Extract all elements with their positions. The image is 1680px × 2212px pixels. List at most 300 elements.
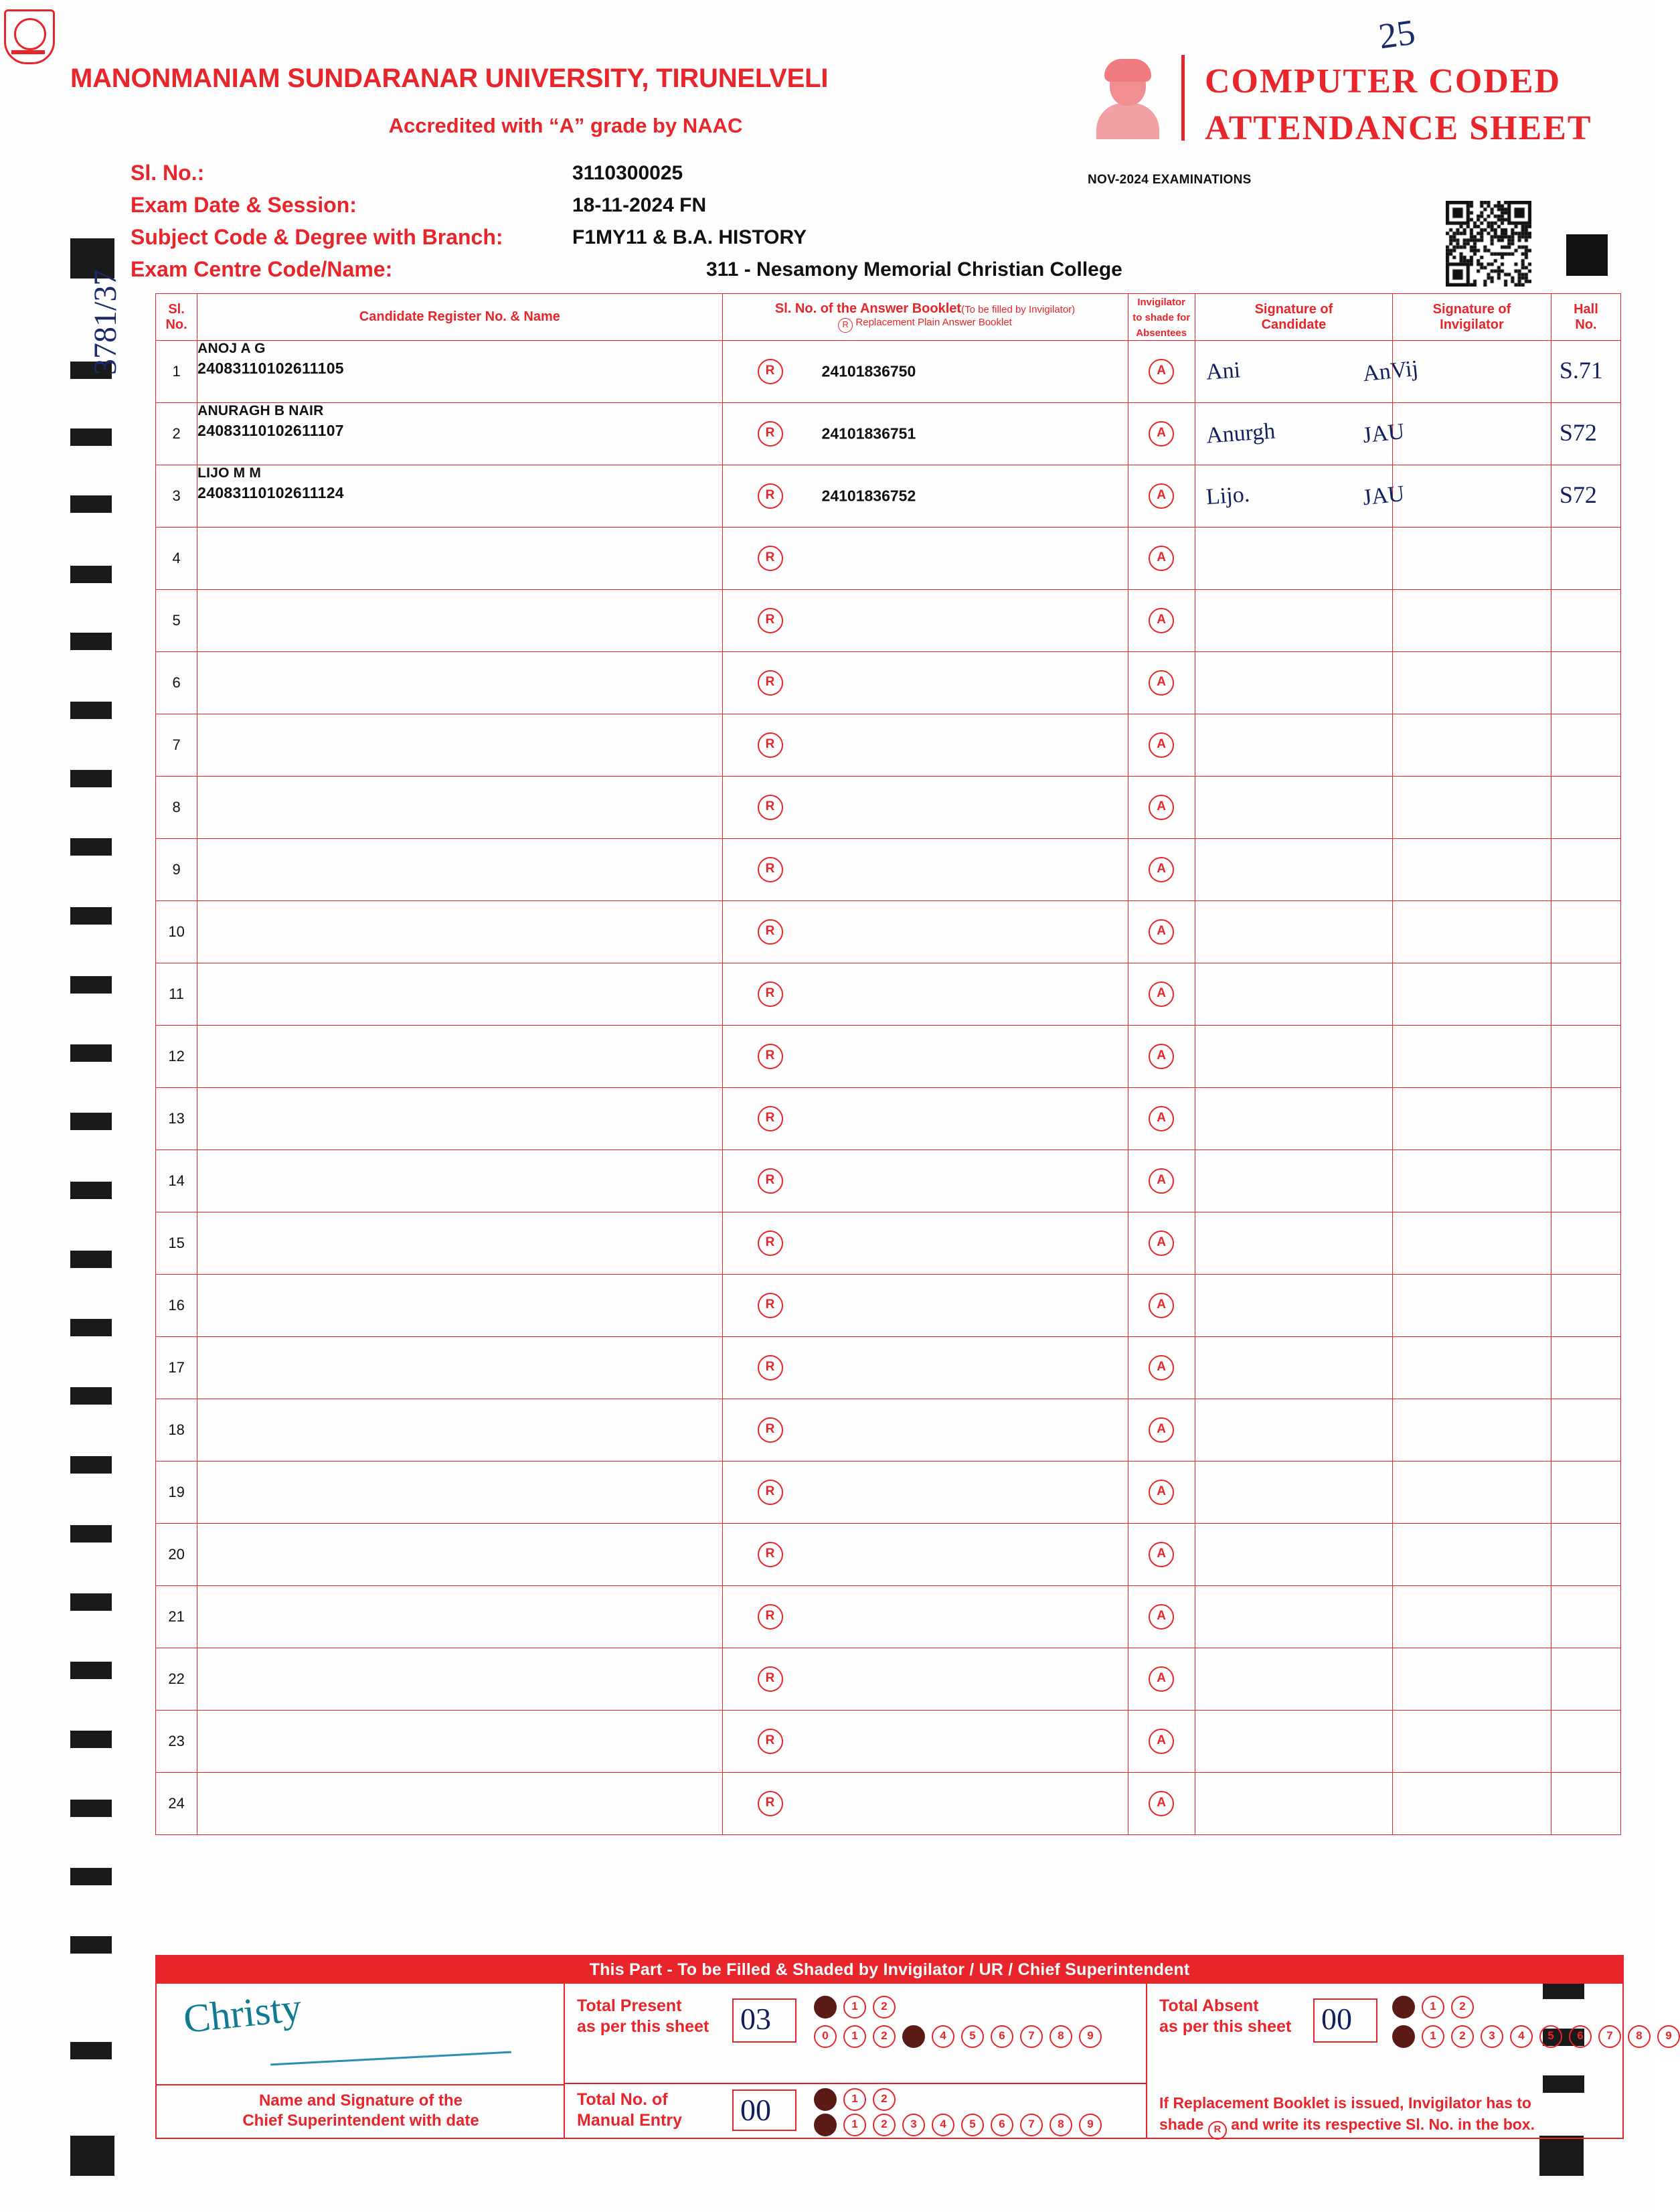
cell-signature-candidate[interactable]: [1195, 465, 1406, 528]
cell-signature-invigilator[interactable]: [1393, 1773, 1551, 1835]
table-row: [156, 1524, 1621, 1586]
cell-booklet[interactable]: [722, 901, 1128, 963]
cell-signature-invigilator[interactable]: [1393, 1462, 1551, 1524]
cell-signature-invigilator[interactable]: [1393, 1648, 1551, 1711]
replacement-bubble[interactable]: R: [758, 1542, 783, 1567]
cell-absent-shade[interactable]: [1128, 652, 1195, 714]
digit-bubble-6[interactable]: 6: [991, 2025, 1013, 2048]
cell-candidate: [197, 403, 722, 465]
replacement-icon: R: [838, 318, 853, 333]
cell-signature-invigilator[interactable]: [1393, 590, 1551, 652]
replacement-bubble[interactable]: R: [758, 1106, 783, 1131]
cell-absent-shade[interactable]: [1128, 714, 1195, 777]
digit-bubble-5[interactable]: 5: [961, 2025, 984, 2048]
cell-hall-no[interactable]: [1551, 963, 1620, 1026]
timing-mark: [70, 1251, 112, 1268]
cell-hall-no[interactable]: [1551, 777, 1620, 839]
digit-bubble-2[interactable]: 2: [873, 2114, 896, 2136]
replacement-bubble[interactable]: R: [758, 1604, 783, 1630]
cell-candidate: [197, 1275, 722, 1337]
table-row: [156, 1648, 1621, 1711]
table-row: [156, 403, 1621, 465]
cell-signature-invigilator[interactable]: [1393, 1275, 1551, 1337]
cell-booklet[interactable]: [722, 839, 1128, 901]
cell-signature-invigilator[interactable]: [1393, 963, 1551, 1026]
header-signature-candidate: Signature of Candidate: [1195, 294, 1392, 341]
cell-booklet[interactable]: [722, 465, 1128, 528]
cell-signature-candidate[interactable]: [1195, 1586, 1392, 1648]
replacement-bubble[interactable]: R: [758, 1666, 783, 1692]
absent-bubble[interactable]: A: [1149, 1293, 1174, 1318]
cell-hall-no[interactable]: [1551, 590, 1620, 652]
cell-booklet[interactable]: [722, 341, 1128, 403]
cell-absent-shade[interactable]: [1128, 1337, 1195, 1399]
digit-bubble-1[interactable]: 1: [1422, 1996, 1444, 2019]
table-row: [156, 963, 1621, 1026]
cell-booklet[interactable]: [722, 403, 1128, 465]
cell-booklet[interactable]: [722, 1275, 1128, 1337]
replacement-note-text: If Replacement Booklet is issued, Invigilator has to shade R and write its respective Sl. No. in the box.: [1159, 2092, 1535, 2140]
cell-hall-no[interactable]: [1551, 1773, 1620, 1835]
timing-mark: [70, 1800, 112, 1817]
cell-hall-no[interactable]: [1551, 1462, 1620, 1524]
total-present-value: 03: [740, 2002, 771, 2036]
present-units-bubbles[interactable]: [814, 2025, 1102, 2048]
cell-booklet[interactable]: [722, 963, 1128, 1026]
digit-bubble-4[interactable]: 4: [1510, 2025, 1533, 2048]
table-row: [156, 1586, 1621, 1648]
cell-absent-shade[interactable]: [1128, 1275, 1195, 1337]
cell-signature-candidate[interactable]: [1195, 1337, 1392, 1399]
absent-bubble[interactable]: A: [1149, 857, 1174, 882]
replacement-note-cell: [1147, 2084, 1621, 2138]
replacement-bubble[interactable]: R: [758, 1417, 783, 1443]
replacement-bubble[interactable]: R: [758, 546, 783, 571]
digit-bubble-9[interactable]: 9: [1079, 2114, 1102, 2136]
cell-hall-no[interactable]: [1551, 1711, 1620, 1773]
total-absent-value: 00: [1321, 2002, 1352, 2036]
absent-bubble[interactable]: A: [1149, 1480, 1174, 1505]
absent-tens-bubbles[interactable]: [1392, 1996, 1474, 2019]
absent-bubble[interactable]: A: [1149, 1417, 1174, 1443]
cell-candidate: [197, 1711, 722, 1773]
digit-bubble-8[interactable]: 8: [1049, 2114, 1072, 2136]
cell-hall-no[interactable]: [1551, 1212, 1620, 1275]
replacement-bubble[interactable]: R: [758, 1231, 783, 1256]
cell-candidate: [197, 1462, 722, 1524]
cell-signature-candidate[interactable]: [1195, 1524, 1392, 1586]
replacement-bubble[interactable]: R: [758, 1729, 783, 1754]
candidate-signature: Ani: [1205, 358, 1242, 385]
cell-sl-no: 5: [156, 590, 197, 652]
digit-bubble-marker[interactable]: [814, 1996, 837, 2019]
cell-absent-shade[interactable]: [1128, 465, 1195, 528]
table-row: [156, 1337, 1621, 1399]
table-row: [156, 590, 1621, 652]
manual-units-bubbles[interactable]: [814, 2114, 1102, 2136]
manual-entry-cell: [565, 2084, 1147, 2138]
digit-bubble-9[interactable]: 9: [1079, 2025, 1102, 2048]
absent-bubble[interactable]: A: [1149, 608, 1174, 633]
digit-bubble-6[interactable]: 6: [1569, 2025, 1592, 2048]
total-absent-box[interactable]: [1313, 1998, 1377, 2043]
cell-signature-invigilator[interactable]: [1393, 1399, 1551, 1462]
cell-signature-invigilator[interactable]: [1393, 1337, 1551, 1399]
cell-signature-invigilator[interactable]: [1393, 1212, 1551, 1275]
digit-bubble-7[interactable]: 7: [1598, 2025, 1621, 2048]
header-sl-no: Sl. No.: [156, 294, 197, 341]
timing-mark: [70, 1525, 112, 1543]
cell-absent-shade[interactable]: [1128, 341, 1195, 403]
cell-candidate: [197, 1524, 722, 1586]
cell-hall-no[interactable]: [1551, 465, 1620, 528]
cell-hall-no[interactable]: [1551, 1586, 1620, 1648]
absent-bubble[interactable]: A: [1149, 1106, 1174, 1131]
timing-mark: [70, 907, 112, 925]
absent-bubble[interactable]: A: [1149, 359, 1174, 384]
absent-bubble[interactable]: A: [1149, 1666, 1174, 1692]
digit-bubble-5[interactable]: 5: [1539, 2025, 1562, 2048]
cell-booklet[interactable]: [722, 1773, 1128, 1835]
cell-absent-shade[interactable]: [1128, 1711, 1195, 1773]
absent-bubble[interactable]: A: [1149, 1604, 1174, 1630]
timing-mark: [70, 770, 112, 787]
cell-signature-invigilator[interactable]: [1393, 528, 1551, 590]
replacement-bubble[interactable]: R: [758, 857, 783, 882]
cell-booklet[interactable]: [722, 777, 1128, 839]
digit-bubble-8[interactable]: 8: [1049, 2025, 1072, 2048]
cell-hall-no[interactable]: [1551, 1026, 1620, 1088]
cell-hall-no[interactable]: [1551, 1399, 1620, 1462]
cell-absent-shade[interactable]: [1128, 1026, 1195, 1088]
header-hall-no: Hall No.: [1551, 294, 1620, 341]
absent-bubble[interactable]: A: [1149, 919, 1174, 945]
replacement-bubble[interactable]: R: [758, 1293, 783, 1318]
cell-signature-candidate[interactable]: [1195, 963, 1392, 1026]
absent-bubble[interactable]: A: [1149, 1355, 1174, 1380]
table-row: [156, 1275, 1621, 1337]
cell-absent-shade[interactable]: [1128, 839, 1195, 901]
replacement-bubble[interactable]: R: [758, 919, 783, 945]
cell-signature-invigilator[interactable]: [1393, 777, 1551, 839]
founder-portrait-icon: [1091, 59, 1165, 139]
hall-number: S72: [1559, 481, 1597, 508]
cell-sl-no: 17: [156, 1337, 197, 1399]
cell-absent-shade[interactable]: [1128, 1212, 1195, 1275]
cell-signature-candidate[interactable]: [1195, 1275, 1392, 1337]
cell-hall-no[interactable]: [1551, 341, 1620, 403]
cell-absent-shade[interactable]: [1128, 1648, 1195, 1711]
cell-candidate: [197, 1586, 722, 1648]
cell-booklet[interactable]: [722, 1711, 1128, 1773]
timing-mark: [70, 976, 112, 994]
absent-bubble[interactable]: A: [1149, 1231, 1174, 1256]
header-signature-invigilator: Signature of Invigilator: [1393, 294, 1551, 341]
digit-bubble-2[interactable]: 2: [1451, 2025, 1474, 2048]
digit-bubble-7[interactable]: 7: [1020, 2025, 1043, 2048]
cell-booklet[interactable]: [722, 1524, 1128, 1586]
cell-absent-shade[interactable]: [1128, 1088, 1195, 1150]
digit-bubble-marker[interactable]: [1392, 1996, 1415, 2019]
digit-bubble-1[interactable]: 1: [843, 1996, 866, 2019]
cell-absent-shade[interactable]: [1128, 1462, 1195, 1524]
cell-signature-invigilator[interactable]: [1393, 341, 1551, 403]
digit-bubble-6[interactable]: 6: [991, 2114, 1013, 2136]
cell-signature-invigilator[interactable]: [1393, 1711, 1551, 1773]
cell-candidate: [197, 777, 722, 839]
digit-bubble-2[interactable]: 2: [1451, 1996, 1474, 2019]
digit-bubble-8[interactable]: 8: [1628, 2025, 1651, 2048]
table-row: [156, 901, 1621, 963]
digit-bubble-2[interactable]: 2: [873, 2025, 896, 2048]
replacement-bubble[interactable]: R: [758, 732, 783, 758]
cell-hall-no[interactable]: [1551, 714, 1620, 777]
cell-signature-candidate[interactable]: [1195, 403, 1406, 465]
accreditation-text: Accredited with “A” grade by NAAC: [388, 114, 743, 137]
cell-booklet[interactable]: [722, 1337, 1128, 1399]
cell-sl-no: 1: [156, 341, 197, 403]
cell-booklet[interactable]: [722, 1150, 1128, 1212]
timing-mark: [70, 428, 112, 446]
cell-candidate: [197, 839, 722, 901]
timing-mark: [70, 1936, 112, 1954]
cell-signature-invigilator[interactable]: [1393, 901, 1551, 963]
cell-signature-invigilator[interactable]: [1393, 1150, 1551, 1212]
cell-signature-candidate[interactable]: [1195, 1773, 1392, 1835]
table-row: [156, 777, 1621, 839]
signature-underline: [270, 2051, 511, 2066]
cell-signature-candidate[interactable]: [1195, 714, 1392, 777]
cell-signature-candidate[interactable]: [1195, 839, 1392, 901]
candidate-signature: Lijo.: [1205, 481, 1251, 510]
replacement-bubble[interactable]: R: [758, 1044, 783, 1069]
university-logo: [0, 5, 56, 70]
absent-bubble[interactable]: A: [1149, 981, 1174, 1007]
cell-absent-shade[interactable]: [1128, 528, 1195, 590]
total-present-box[interactable]: [732, 1998, 796, 2043]
table-row: [156, 1026, 1621, 1088]
cell-booklet[interactable]: [722, 1026, 1128, 1088]
cell-signature-invigilator[interactable]: [1393, 652, 1551, 714]
replacement-bubble[interactable]: R: [758, 1355, 783, 1380]
candidate-signature-extra: AnVij: [1361, 356, 1420, 387]
digit-bubble-1[interactable]: 1: [1422, 2025, 1444, 2048]
cell-candidate: [197, 1088, 722, 1150]
absent-bubble[interactable]: A: [1149, 483, 1174, 509]
cell-hall-no[interactable]: [1551, 839, 1620, 901]
cell-absent-shade[interactable]: [1128, 901, 1195, 963]
absent-bubble[interactable]: A: [1149, 795, 1174, 820]
absent-bubble[interactable]: A: [1149, 670, 1174, 696]
university-name: MANONMANIAM SUNDARANAR UNIVERSITY, TIRUNELVELI: [70, 64, 829, 93]
replacement-bubble[interactable]: R: [758, 795, 783, 820]
absent-bubble[interactable]: A: [1149, 1168, 1174, 1194]
replacement-bubble[interactable]: R: [758, 421, 783, 447]
cell-signature-candidate[interactable]: [1195, 777, 1392, 839]
absent-bubble[interactable]: A: [1149, 732, 1174, 758]
cell-booklet[interactable]: [722, 1648, 1128, 1711]
header-booklet: Sl. No. of the Answer Booklet(To be filled by Invigilator) R Replacement Plain Answer Booklet: [722, 294, 1128, 341]
cell-candidate: [197, 1773, 722, 1835]
sheet-title-line1: COMPUTER CODED: [1205, 62, 1562, 100]
manual-entry-box[interactable]: [732, 2089, 796, 2131]
timing-mark: [70, 1662, 112, 1679]
absent-bubble[interactable]: A: [1149, 1729, 1174, 1754]
cell-signature-candidate[interactable]: [1195, 1088, 1392, 1150]
digit-bubble-3[interactable]: 3: [902, 2114, 925, 2136]
cell-signature-candidate[interactable]: [1195, 1150, 1392, 1212]
timing-mark: [70, 1044, 112, 1062]
cell-signature-candidate[interactable]: [1195, 1212, 1392, 1275]
cell-hall-no[interactable]: [1551, 1150, 1620, 1212]
cell-sl-no: 24: [156, 1773, 197, 1835]
cell-hall-no[interactable]: [1551, 403, 1620, 465]
cell-signature-candidate[interactable]: [1195, 1648, 1392, 1711]
replacement-bubble[interactable]: R: [758, 608, 783, 633]
timing-mark: [70, 566, 112, 583]
cell-hall-no[interactable]: [1551, 1648, 1620, 1711]
absent-bubble[interactable]: A: [1149, 1791, 1174, 1816]
cell-absent-shade[interactable]: [1128, 590, 1195, 652]
digit-bubble-1[interactable]: 1: [843, 2088, 866, 2111]
cell-absent-shade[interactable]: [1128, 403, 1195, 465]
digit-bubble-5[interactable]: 5: [961, 2114, 984, 2136]
cell-sl-no: 4: [156, 528, 197, 590]
replacement-bubble[interactable]: R: [758, 359, 783, 384]
digit-bubble-1[interactable]: 1: [843, 2025, 866, 2048]
absent-bubble[interactable]: A: [1149, 1542, 1174, 1567]
present-tens-bubbles[interactable]: [814, 1996, 896, 2019]
replacement-bubble[interactable]: R: [758, 483, 783, 509]
cell-sl-no: 2: [156, 403, 197, 465]
slno-label: Sl. No.:: [131, 161, 205, 185]
timing-mark: [70, 1456, 112, 1474]
digit-bubble-7[interactable]: 7: [1020, 2114, 1043, 2136]
cell-sl-no: 14: [156, 1150, 197, 1212]
cell-candidate: [197, 652, 722, 714]
cell-booklet[interactable]: [722, 652, 1128, 714]
cell-absent-shade[interactable]: [1128, 963, 1195, 1026]
replacement-bubble[interactable]: R: [758, 670, 783, 696]
absent-units-bubbles[interactable]: [1392, 2025, 1680, 2048]
cell-signature-invigilator[interactable]: [1393, 1524, 1551, 1586]
digit-bubble-2[interactable]: 2: [873, 2088, 896, 2111]
digit-bubble-0[interactable]: [814, 2114, 837, 2136]
table-row: [156, 1773, 1621, 1835]
cell-signature-candidate[interactable]: [1195, 1026, 1392, 1088]
cell-signature-candidate[interactable]: [1195, 652, 1392, 714]
cell-booklet[interactable]: [722, 714, 1128, 777]
cell-absent-shade[interactable]: [1128, 1399, 1195, 1462]
cell-hall-no[interactable]: [1551, 1275, 1620, 1337]
cell-hall-no[interactable]: [1551, 901, 1620, 963]
cell-booklet[interactable]: [722, 590, 1128, 652]
cell-absent-shade[interactable]: [1128, 1773, 1195, 1835]
cell-booklet[interactable]: [722, 1586, 1128, 1648]
cell-signature-candidate[interactable]: [1195, 1399, 1392, 1462]
cell-booklet[interactable]: [722, 1399, 1128, 1462]
replacement-bubble[interactable]: R: [758, 1480, 783, 1505]
cell-hall-no[interactable]: [1551, 528, 1620, 590]
candidate-register-no: 24083110102611105: [197, 360, 344, 377]
digit-bubble-3[interactable]: [902, 2025, 925, 2048]
digit-bubble-marker[interactable]: [814, 2088, 837, 2111]
cell-candidate: [197, 1026, 722, 1088]
cell-sl-no: 13: [156, 1088, 197, 1150]
cell-candidate: [197, 901, 722, 963]
digit-bubble-4[interactable]: 4: [932, 2025, 954, 2048]
digit-bubble-3[interactable]: 3: [1481, 2025, 1503, 2048]
digit-bubble-0[interactable]: [1392, 2025, 1415, 2048]
table-row: [156, 1399, 1621, 1462]
cell-signature-invigilator[interactable]: [1393, 465, 1551, 528]
cell-signature-candidate[interactable]: [1195, 901, 1392, 963]
absent-bubble[interactable]: A: [1149, 546, 1174, 571]
cell-booklet[interactable]: [722, 1462, 1128, 1524]
cell-signature-invigilator[interactable]: [1393, 1088, 1551, 1150]
candidate-name: LIJO M M: [197, 465, 262, 481]
cell-candidate: [197, 465, 722, 528]
cell-hall-no[interactable]: [1551, 1337, 1620, 1399]
cell-signature-invigilator[interactable]: [1393, 714, 1551, 777]
cell-hall-no[interactable]: [1551, 1524, 1620, 1586]
cell-absent-shade[interactable]: [1128, 1586, 1195, 1648]
cell-signature-invigilator[interactable]: [1393, 1026, 1551, 1088]
cell-sl-no: 18: [156, 1399, 197, 1462]
handwritten-side-note: 3781/37: [88, 269, 123, 375]
cell-signature-invigilator[interactable]: [1393, 403, 1551, 465]
cell-signature-candidate[interactable]: [1195, 1462, 1392, 1524]
digit-bubble-0[interactable]: 0: [814, 2025, 837, 2048]
cell-absent-shade[interactable]: [1128, 1524, 1195, 1586]
cell-hall-no[interactable]: [1551, 652, 1620, 714]
cell-absent-shade[interactable]: [1128, 777, 1195, 839]
total-absent-label: Total Absent as per this sheet: [1159, 1996, 1292, 2037]
timing-mark: [70, 838, 112, 856]
digit-bubble-4[interactable]: 4: [932, 2114, 954, 2136]
cell-absent-shade[interactable]: [1128, 1150, 1195, 1212]
cell-hall-no[interactable]: [1551, 1088, 1620, 1150]
exam-date-label: Exam Date & Session:: [131, 193, 357, 217]
cell-signature-invigilator[interactable]: [1393, 1586, 1551, 1648]
sheet-title-line2: ATTENDANCE SHEET: [1205, 109, 1592, 147]
replacement-bubble[interactable]: R: [758, 1168, 783, 1194]
cell-signature-candidate[interactable]: [1195, 341, 1420, 403]
manual-tens-bubbles[interactable]: [814, 2088, 896, 2111]
table-row: [156, 1711, 1621, 1773]
digit-bubble-9[interactable]: 9: [1657, 2025, 1680, 2048]
cell-booklet[interactable]: [722, 528, 1128, 590]
digit-bubble-1[interactable]: 1: [843, 2114, 866, 2136]
table-row: [156, 1212, 1621, 1275]
replacement-bubble[interactable]: R: [758, 1791, 783, 1816]
absent-bubble[interactable]: A: [1149, 421, 1174, 447]
cell-booklet[interactable]: [722, 1088, 1128, 1150]
cell-signature-candidate[interactable]: [1195, 590, 1392, 652]
corner-mark-bottom-left: [70, 2136, 114, 2176]
replacement-bubble[interactable]: R: [758, 981, 783, 1007]
cell-signature-candidate[interactable]: [1195, 1711, 1392, 1773]
corner-mark-bottom-right: [1539, 2136, 1584, 2176]
total-absent-cell: [1147, 1984, 1672, 2084]
cell-booklet[interactable]: [722, 1212, 1128, 1275]
candidate-register-no: 24083110102611107: [197, 422, 344, 439]
cell-signature-candidate[interactable]: [1195, 528, 1392, 590]
booklet-number: 24101836751: [821, 424, 916, 443]
absent-bubble[interactable]: A: [1149, 1044, 1174, 1069]
cell-signature-invigilator[interactable]: [1393, 839, 1551, 901]
digit-bubble-2[interactable]: 2: [873, 1996, 896, 2019]
